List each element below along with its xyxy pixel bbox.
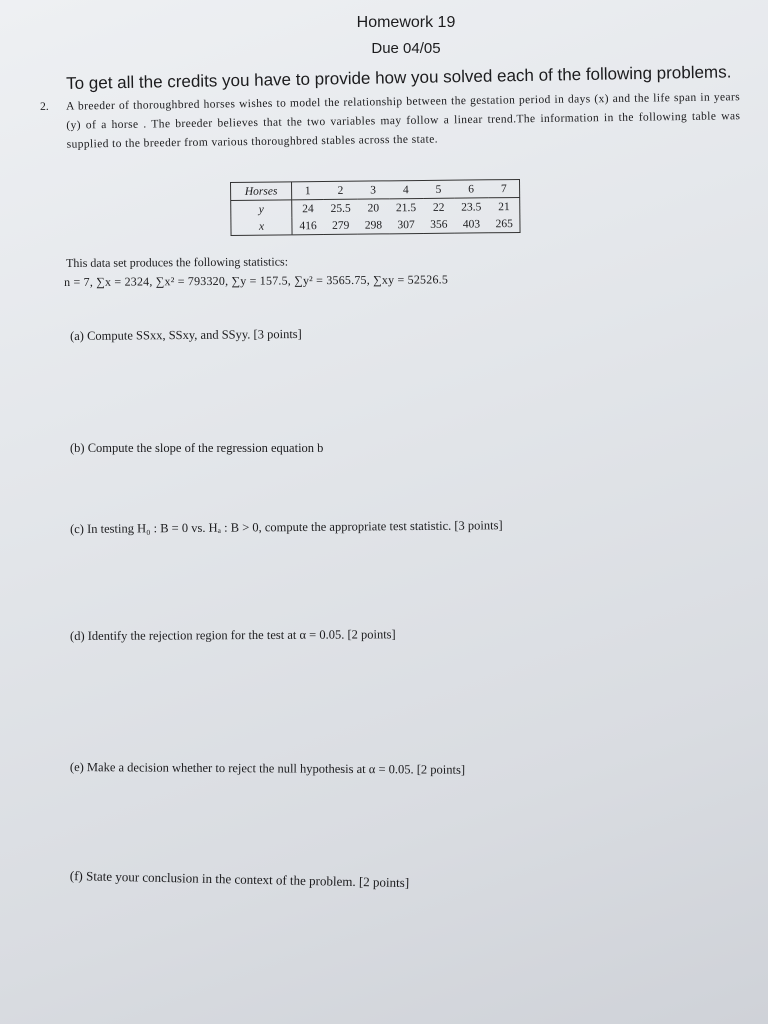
table-cell: 356 <box>430 218 448 231</box>
question-e: (e) Make a decision whether to reject the null hypothesis at α = 0.05. [2 points] <box>69 760 466 777</box>
table-cell: 7 <box>488 179 520 197</box>
table-cell: 307 <box>397 218 415 231</box>
table-cell: 265 <box>495 217 513 230</box>
row-label: Horses <box>231 182 292 201</box>
table-cell: 6 <box>454 180 488 198</box>
homework-title: Homework 19 <box>356 14 456 31</box>
problem-number: 2. <box>40 100 49 113</box>
table-cell: 21 <box>498 200 510 213</box>
data-table <box>230 179 521 236</box>
question-c: (c) In testing H₀ : B = 0 vs. Hₐ : B > 0, compute the appropriate test statistic. [3 points] <box>70 518 503 536</box>
table-cell: 279 <box>332 219 350 232</box>
row-label: y <box>231 200 292 218</box>
table-cell: 298 <box>364 218 383 232</box>
due-date: Due 04/05 <box>371 40 441 57</box>
table-cell: 22 <box>432 201 445 214</box>
question-b: (b) Compute the slope of the regression equation b <box>70 441 324 455</box>
table-cell: 24 <box>302 202 314 215</box>
table-cell: 25.5 <box>330 202 351 215</box>
table-cell: 4 <box>389 180 423 198</box>
table-cell: 1 <box>292 182 324 200</box>
problem-text: A breeder of thoroughbred horses wishes to model the relationship between the gestation period in days (x) and the life span in years (y) of a horse . The breeder believes that the two variables may follow a linear trend.The information in the following table was supplied to the breeder from various thoroughbred stables across the state. <box>66 91 741 151</box>
table-row <box>231 215 521 236</box>
table-cell: 3 <box>357 181 388 199</box>
problem-statement <box>40 88 741 155</box>
table-cell: 416 <box>299 219 317 232</box>
table-cell: 2 <box>323 181 357 199</box>
row-label: x <box>231 217 292 235</box>
question-d: (d) Identify the rejection region for the test at α = 0.05. [2 points] <box>70 627 396 643</box>
table-cell: 23.5 <box>461 200 482 214</box>
table-cell: 403 <box>462 217 481 231</box>
question-a: (a) Compute SSxx, SSxy, and SSyy. [3 points] <box>70 326 302 343</box>
stats-intro: This data set produces the following statistics: <box>66 254 289 270</box>
question-f: (f) State your conclusion in the context of the problem. [2 points] <box>69 868 410 891</box>
table-cell: 21.5 <box>395 201 417 214</box>
summary-statistics: n = 7, ∑x = 2324, ∑x² = 793320, ∑y = 157.5, ∑y² = 3565.75, ∑xy = 52526.5 <box>64 272 449 289</box>
table-cell: 20 <box>367 201 380 215</box>
instructions: To get all the credits you have to provide how you solved each of the following problems. <box>66 62 732 93</box>
table-cell: 5 <box>423 180 454 198</box>
